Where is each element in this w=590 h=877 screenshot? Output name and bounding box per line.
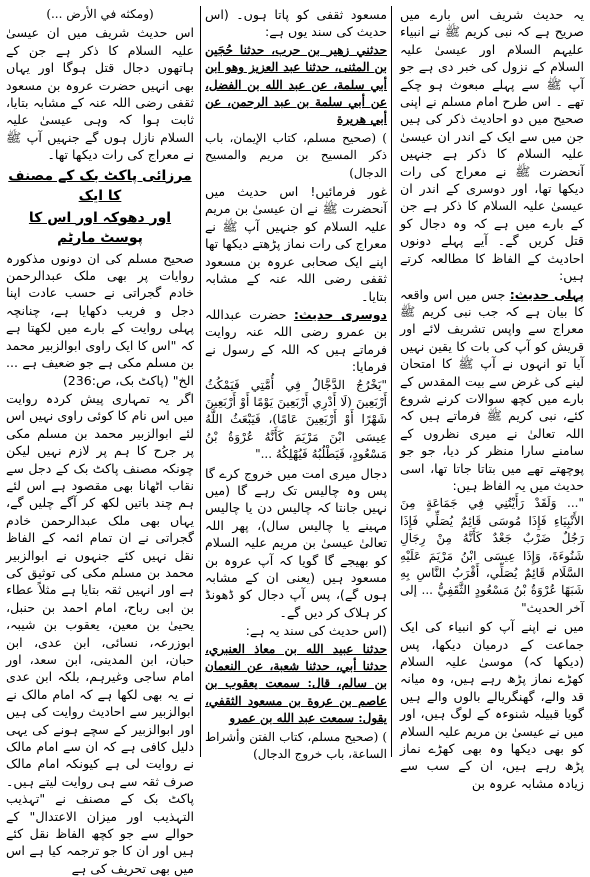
- arabic-quote: حدثنا عبيد الله بن معاذ العنبري، حدثنا أبي، حدثنا شعبة، عن النعمان بن سالم، قال: سمعت يعقوب بن عاصم بن عروة بن مسعود الثقفي، يقول: سمعت عبد الله بن عمرو: [205, 641, 387, 726]
- paragraph: میں نے اپنے آپ کو انبیاء کی ایک جماعت کے درمیان دیکھا، پس (دیکھا کہ) موسیٰ علیہ السلام کھڑے نماز پڑھ رہے ہیں، وہ میانہ قد والے، گھنگریالے بالوں والے ہیں گویا قبیلہ شنوءہ کے لوگ ہیں، اور میں نے عیسیٰ بن مریم علیہ السلام کو بھی دیکھا وہ بھی کھڑے نماز پڑھ رہے ہیں، ان کے سب سے زیادہ مشابہ عروہ بن: [400, 619, 584, 791]
- paragraph: اگر یہ تمہاری پیش کردہ روایت میں اس نام کا کوئی راوی نہیں اس لئے ابوالزبیر محمد بن مسلم مکی پر جرح کا ہم پر لازم نہیں لیکن چونکہ مصنف پاکٹ بک کے دجل سے نقاب اٹھانا بھی مقصود ہے اس لئے ہم چند باتیں لکھ کر آگے چلیں گے، یہاں بھی ملک عبدالرحمن خادم گجراتی نے ان تمام ائمہ کے الفاظ نقل نہیں کئے جنہوں نے ابوالزبیر محمد بن مسلم مکی کی توثیق کی ہے اور انہیں ثقہ بتایا ہے مثلاً عطاء بن ابی رباح، امام احمد بن حنبل، یحییٰ بن معین، یعقوب بن شیبہ، ابوزرعہ، نسائی، ابن عدی، ابن حبان، ابن المدینی، ابن سعد، اور امام ساجی وغیرہم، بلکہ ابن عدی نے یہ بھی لکھا ہے کہ امام مالک نے ابوالزبیر سے احادیث روایت کی ہیں اور ابوالزبیر کے سچے ہونے کی یہی دلیل کافی ہے کہ ان سے امام مالک نے روایت لی ہے کیونکہ امام مالک صرف ثقہ سے ہی روایت لیتے ہیں۔ پاکٹ بک کے مصنف نے "تہذیب التہذیب اور میزان الاعتدال" کے حوالے سے جو کچھ الفاظ نقل کئے ہیں اور ان کا جو ترجمہ کیا ہے اس میں بھی تحریف کی ہے: [6, 390, 194, 876]
- column-middle: [200, 6, 392, 762]
- arabic-quote: ) (صحيح مسلم، كتاب الفتن وأشراط الساعة، باب خروج الدجال): [205, 729, 387, 762]
- paragraph-label: دوسری حدیث:: [293, 306, 388, 322]
- section-heading: اور دھوکہ اور اس کا پوسٹ مارٹم: [28, 209, 172, 246]
- paragraph-label: پہلی حدیث:: [509, 286, 584, 302]
- arabic-quote: "... وَلَقَدْ رَأَيْتُنِي فِي جَمَاعَةٍ مِنَ الأَنْبِيَاءِ فَإِذَا مُوسَى قَائِمٌ يُصَلِّي فَإِذَا رَجُلٌ ضَرْبٌ جَعْدٌ كَأَنَّهُ مِنْ رِجَالِ شَنُوءَةَ، وَإِذَا عِيسَى ابْنُ مَرْيَمَ عَلَيْهِ السَّلَام قَائِمٌ يُصَلِّي، أَقْرَبُ النَّاسِ بِهِ شَبَهًا عُرْوَةُ بْنُ مَسْعُودٍ الثَّقَفِيُّ ... إلى آخر الحديث": [400, 496, 584, 615]
- arabic-quote: ) (صحيح مسلم، كتاب الإيمان، باب ذكر المسيح بن مريم والمسيح الدجال): [205, 130, 387, 180]
- section-heading: مرزائی پاکٹ بک کے مصنف کا ایک: [8, 167, 192, 204]
- arabic-quote: حدثني زهير بن حرب، حدثنا حُجَين بن المثنى، حدثنا عبد العزيز وهو ابن أبي سلمة، عن عبد الله بن الفضل، عن أبي سلمة بن عبد الرحمن، عن أبي هريرة: [205, 42, 387, 127]
- paragraph: یہ حدیث شریف اس بارے میں صریح ہے کہ نبی کریم ﷺ نے انبیاء علیہم السلام اور عیسیٰ علیہ السلام کے نزول کی خبر دی ہے جو آپ ﷺ سے پہلے مبعوث ہو چکے تھے ۔ اس طرح امام مسلم نے اپنی صحیح میں دو احادیث ذکر کی ہیں جن میں سے ایک کے اندر ان عیسیٰ علیہ السلام کا ذکر ہے جنہیں آنحضرت ﷺ نے معراج کی رات دیکھا تھا، اور دوسری کے اندر ان عیسیٰ علیہ السلام کا ذکر ہے جن کے بارے میں ہے کہ وہ دجال کو قتل کریں گے۔ آیے پہلے دونوں احادیث کے الفاظ کا مطالعہ کرتے ہیں:: [400, 7, 584, 284]
- paragraph: مسعود ثقفی کو پاتا ہوں۔ (اس حدیث کی سند یوں ہے:: [205, 7, 387, 40]
- paragraph-text: حضرت عبداللہ بن عمرو رضی اللہ عنہ روایت فرماتے ہیں کہ اللہ کے رسول نے فرمایا:: [205, 306, 387, 375]
- paragraph: دجال میری امت میں خروج کرے گا پس وہ چالیس تک رہے گا (میں نہیں جانتا کہ چالیس دن یا چالیس مہینے یا چالیس سال)، پھر اللہ تعالیٰ عیسیٰ بن مریم علیہ السلام کو بھیجے گا گویا کہ آپ عروہ بن مسعود ہیں (یعنی ان کے مشابہ ہوں گے)، پس آپ دجال کو ڈھونڈ کر ہلاک کر دیں گے۔: [205, 465, 387, 620]
- paragraph-text: جس میں اس واقعہ کا بیان ہے کہ جب نبی کریم ﷺ معراج سے واپس تشریف لائے اور قریش کو آپ کی بات کا یقین نہیں آیا تو انہوں نے آپ ﷺ کا امتحان لینے کی غرض سے بیت المقدس کے بارے میں کچھ سوالات کرنے شروع کئے، نبی کریم ﷺ فرماتے ہیں کہ اللہ تعالیٰ نے میری نظروں کے سامنے سارا منظر کر دیا، جو جو پوچھتے تھے میں بتاتا جاتا تھا، اسی حدیث میں یہ الفاظ ہیں:: [400, 286, 584, 493]
- arabic-quote: (ومكثه في الأرض ...): [46, 7, 154, 21]
- column-right: [400, 6, 584, 791]
- paragraph: غور فرمائیں! اس حدیث میں آنحضرت ﷺ نے ان عیسیٰ بن مریم علیہ السلام کو جنہیں آپ ﷺ نے معراج کی رات نماز پڑھتے دیکھا تھا اپنے ایک صحابی عروہ بن مسعود ثقفی رضی اللہ عنہ کے مشابہ بتایا۔: [205, 184, 387, 304]
- paragraph: [205, 306, 387, 376]
- paragraph: [400, 286, 584, 495]
- paragraph: صحیح مسلم کی ان دونوں مذکورہ روایات پر بھی ملک عبدالرحمن خادم گجراتی نے حسب عادت اپنا دجل و فریب دکھایا ہے، چنانچہ پہلی روایت کے بارے میں لکھتا ہے کہ "اس کا ایک راوی ابوالزبیر محمد بن مسلم مکی ہے جو ضعیف ہے ... الخ" (پاکٹ بک، ص:236): [6, 250, 194, 388]
- paragraph: (اس حدیث کی سند یہ ہے:: [245, 623, 387, 639]
- paragraph: اس حدیث شریف میں ان عیسیٰ علیہ السلام کا ذکر ہے جن کے ہاتھوں دجال قتل ہوگا اور یہاں بھی انہیں حضرت عروہ بن مسعود ثقفی رضی اللہ عنہ کے مشابہ بتایا، ثابت ہوا کہ وہی عیسیٰ علیہ السلام نازل ہوں گے جنہیں آپ ﷺ نے معراج کی رات دیکھا تھا۔: [6, 25, 194, 163]
- arabic-quote: "يَخْرُجُ الدَّجَّالُ فِي أُمَّتِي فَيَمْكُثُ أَرْبَعِينَ (لَا أَدْرِي أَرْبَعِينَ يَوْمًا أَوْ أَرْبَعِينَ شَهْرًا أَوْ أَرْبَعِينَ عَامًا)، فَيَبْعَثُ اللَّهُ عِيسَى ابْنَ مَرْيَمَ كَأَنَّهُ عُرْوَةُ بْنُ مَسْعُودٍ، فَيَطْلُبُهُ فَيُهْلِكُهُ ...": [205, 377, 387, 462]
- column-left: [6, 6, 194, 876]
